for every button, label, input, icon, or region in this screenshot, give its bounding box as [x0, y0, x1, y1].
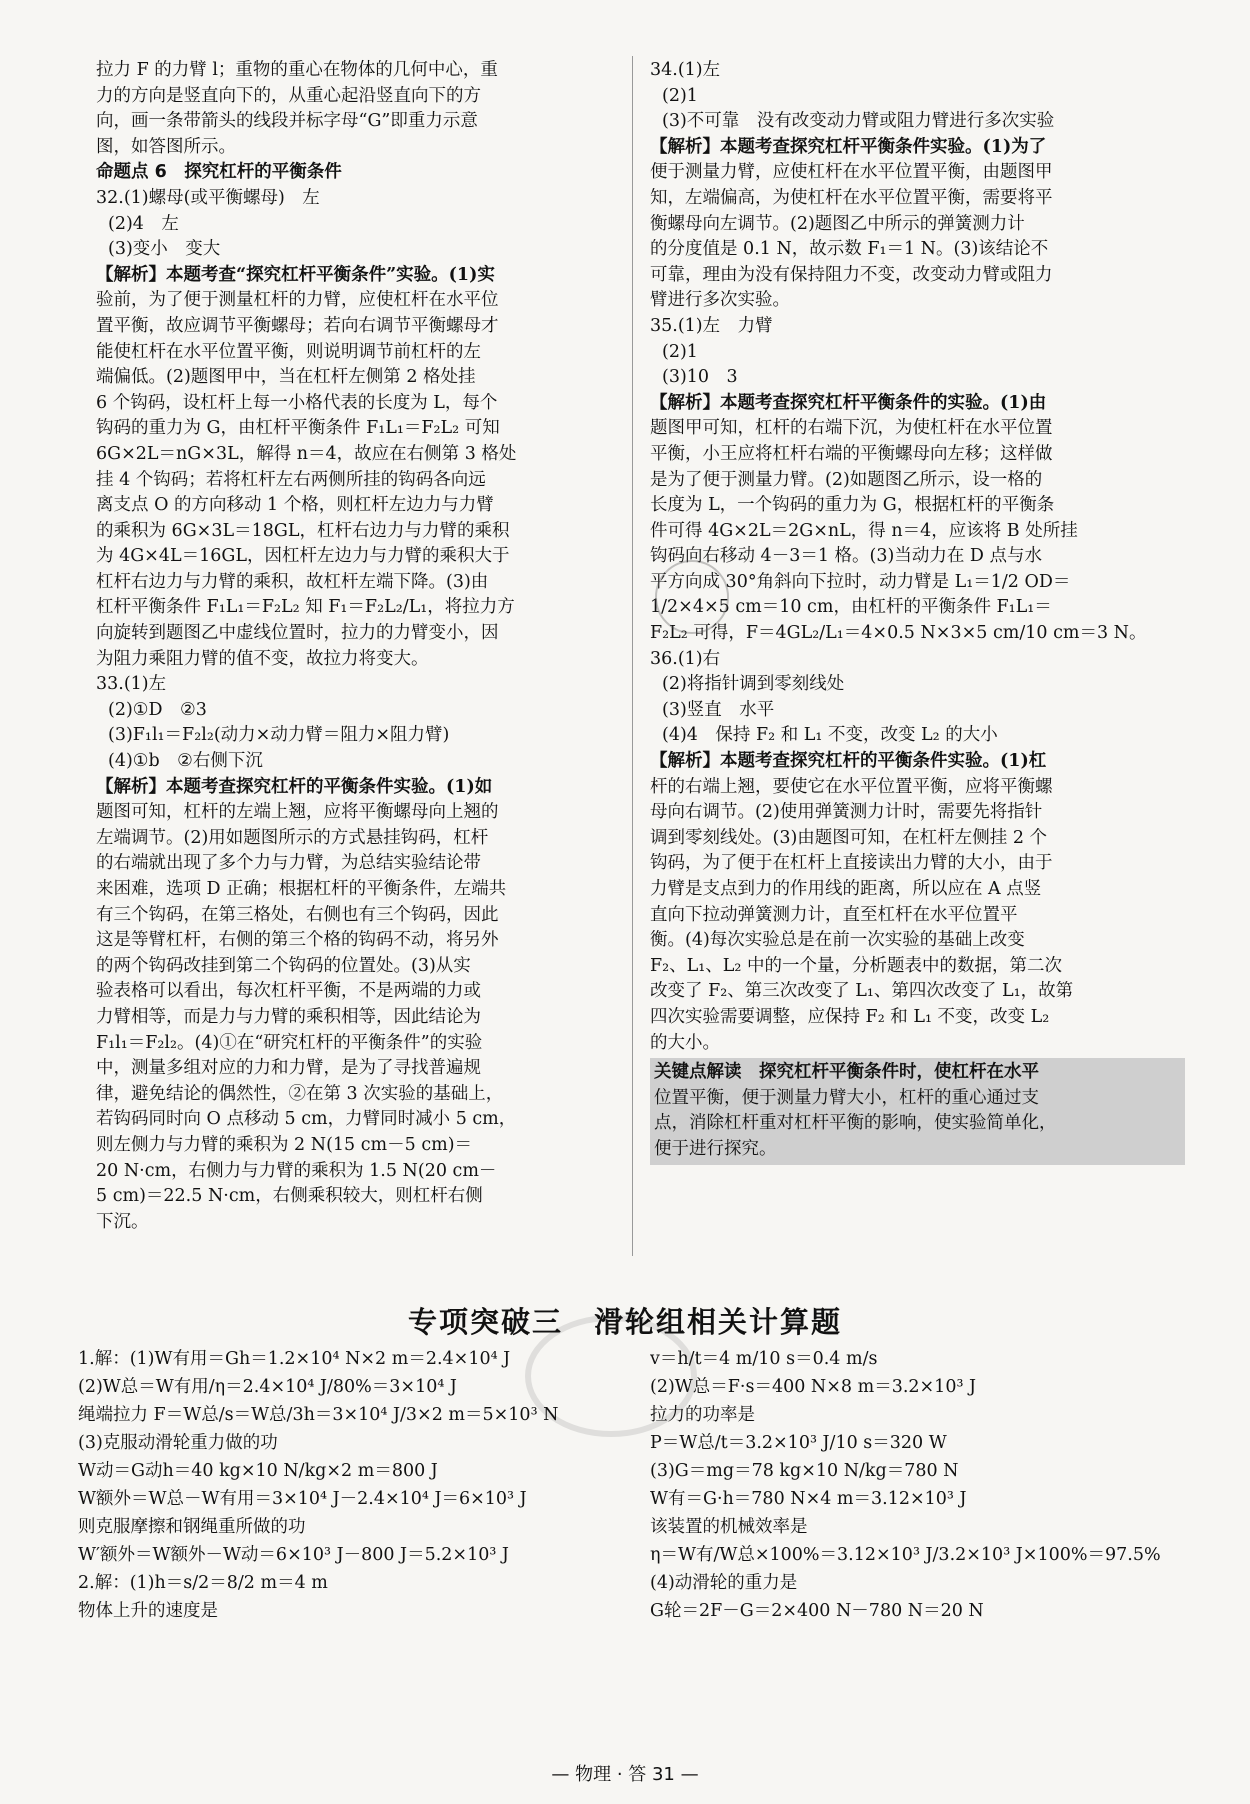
- right-column-line: F₂L₂ 可得，F＝4GL₂/L₁＝4×0.5 N×3×5 cm/10 cm＝3 N。: [650, 623, 1147, 644]
- left-column-line: (3)变小 变大: [108, 239, 221, 260]
- right-column-line: 34.(1)左: [650, 60, 721, 80]
- calc-left-line: W动＝G动h＝40 kg×10 N/kg×2 m＝800 J: [78, 1461, 438, 1481]
- right-column: [650, 58, 1185, 1165]
- right-column-line: (3)竖直 水平: [662, 699, 775, 720]
- left-column-line: (2)4 左: [108, 213, 179, 234]
- calc-right-line: (3)G＝mg＝78 kg×10 N/kg＝780 N: [650, 1461, 959, 1481]
- calc-right-line: 拉力的功率是: [650, 1405, 755, 1425]
- right-column-line: 杆的右端上翘，要使它在水平位置平衡，应将平衡螺: [650, 776, 1053, 797]
- left-column-line: 这是等臂杠杆，右侧的第三个格的钩码不动，将另外: [96, 930, 499, 951]
- left-column-line: 能使杠杆在水平位置平衡，则说明调节前杠杆的左: [96, 341, 481, 362]
- left-column-line: 拉力 F 的力臂 l；重物的重心在物体的几何中心，重: [96, 60, 498, 80]
- left-column-line: 左端调节。(2)用如题图所示的方式悬挂钩码，杠杆: [96, 827, 489, 848]
- left-column-line: 挂 4 个钩码；若将杠杆左右两侧所挂的钩码各向远: [96, 469, 486, 490]
- right-column-line: (2)1: [662, 85, 698, 106]
- left-column-line: 的两个钩码改挂到第二个钩码的位置处。(3)从实: [96, 955, 471, 976]
- calc-right-line: v＝h/t＝4 m/10 s＝0.4 m/s: [650, 1349, 878, 1369]
- right-column-line: 衡螺母向左调节。(2)题图乙中所示的弹簧测力计: [650, 213, 1025, 234]
- calc-left-line: 则克服摩擦和钢绳重所做的功: [78, 1517, 306, 1537]
- left-column-line: 33.(1)左: [96, 674, 167, 695]
- calc-left-line: (2)W总＝W有用/η＝2.4×10⁴ J/80%＝3×10⁴ J: [78, 1377, 457, 1397]
- left-column-line: 端偏低。(2)题图甲中，当在杠杆左侧第 2 格处挂: [96, 367, 476, 388]
- left-column-line: (2)①D ②3: [108, 699, 207, 720]
- right-column-line: 件可得 4G×2L＝2G×nL，得 n＝4，应该将 B 处所挂: [650, 520, 1078, 541]
- left-column-line: 验前，为了便于测量杠杆的力臂，应使杠杆在水平位: [96, 290, 499, 311]
- key-point-line: 位置平衡，便于测量力臂大小，杠杆的重心通过支: [654, 1087, 1039, 1108]
- left-column-line: 则左侧力与力臂的乘积为 2 N(15 cm－5 cm)＝: [96, 1134, 473, 1155]
- right-column-line: (3)10 3: [662, 367, 738, 388]
- right-column-line: 题图甲可知，杠杆的右端下沉，为使杠杆在水平位置: [650, 418, 1053, 439]
- left-column-line: 6 个钩码，设杠杆上每一小格代表的长度为 L，每个: [96, 392, 498, 413]
- stamp-seal: [655, 560, 729, 634]
- right-column-line: 1/2×4×5 cm＝10 cm，由杠杆的平衡条件 F₁L₁＝: [650, 597, 1052, 618]
- calc-left-line: 1.解：(1)W有用＝Gh＝1.2×10⁴ N×2 m＝2.4×10⁴ J: [78, 1349, 511, 1369]
- calc-right-column: [650, 1345, 1210, 1625]
- calc-left-line: (3)克服动滑轮重力做的功: [78, 1433, 278, 1453]
- calc-left-column: [78, 1345, 638, 1625]
- right-column-line: 长度为 L，一个钩码的重力为 G，根据杠杆的平衡条: [650, 495, 1055, 516]
- left-column-line: 置平衡，故应调节平衡螺母；若向右调节平衡螺母才: [96, 315, 499, 336]
- right-column-line: 知，左端偏高，为使杠杆在水平位置平衡，需要将平: [650, 187, 1053, 208]
- left-column-line: 离支点 O 的方向移动 1 个格，则杠杆左边力与力臂: [96, 495, 494, 516]
- right-column-line: 平衡，小王应将杠杆右端的平衡螺母向左移；这样做: [650, 443, 1053, 464]
- left-column-line: 图，如答图所示。: [96, 136, 236, 157]
- left-column-line: 若钩码同时向 O 点移动 5 cm，力臂同时减小 5 cm，: [96, 1109, 517, 1130]
- left-column-line: 20 N·cm，右侧力与力臂的乘积为 1.5 N(20 cm－: [96, 1160, 497, 1181]
- right-column-line: (2)1: [662, 341, 698, 362]
- calc-left-line: 物体上升的速度是: [78, 1601, 218, 1621]
- column-divider: [632, 56, 633, 1256]
- left-column-line: 杠杆平衡条件 F₁L₁＝F₂L₂ 知 F₁＝F₂L₂/L₁，将拉力方: [96, 597, 515, 618]
- calc-left-line: 2.解：(1)h＝s/2＝8/2 m＝4 m: [78, 1573, 328, 1593]
- left-column-line: 向旋转到题图乙中虚线位置时，拉力的力臂变小，因: [96, 623, 499, 644]
- right-column-line: F₂、L₁、L₂ 中的一个量，分析题表中的数据，第二次: [650, 955, 1062, 976]
- left-column-line: 验表格可以看出，每次杠杆平衡，不是两端的力或: [96, 981, 481, 1002]
- right-column-line: 35.(1)左 力臂: [650, 315, 773, 336]
- calc-left-line: 绳端拉力 F＝W总/s＝W总/3h＝3×10⁴ J/3×2 m＝5×10³ N: [78, 1405, 559, 1425]
- right-column-line: 钩码向右移动 4－3＝1 格。(3)当动力在 D 点与水: [650, 546, 1042, 567]
- calc-left-line: W′额外＝W额外－W动＝6×10³ J－800 J＝5.2×10³ J: [78, 1545, 509, 1565]
- left-column-line: 律，避免结论的偶然性，②在第 3 次实验的基础上，: [96, 1083, 504, 1104]
- key-point-line: 点，消除杠杆重对杠杆平衡的影响，使实验简单化，: [654, 1113, 1057, 1134]
- page-footer: — 物理 · 答 31 —: [551, 1764, 699, 1785]
- right-column-line: 【解析】本题考查探究杠杆平衡条件的实验。(1)由: [650, 392, 1047, 413]
- section-title: 专项突破三 滑轮组相关计算题: [407, 1305, 842, 1339]
- right-column-line: 是为了便于测量力臂。(2)如题图乙所示，设一格的: [650, 469, 1043, 490]
- left-column-line: 向，画一条带箭头的线段并标字母“G”即重力示意: [96, 111, 478, 132]
- calc-right-line: (4)动滑轮的重力是: [650, 1573, 798, 1593]
- key-point-box: [650, 1058, 1185, 1164]
- left-column-line: 的右端就出现了多个力与力臂，为总结实验结论带: [96, 853, 481, 874]
- left-column-line: 下沉。: [96, 1211, 149, 1232]
- right-column-line: 钩码，为了便于在杠杆上直接读出力臂的大小，由于: [650, 853, 1053, 874]
- left-column-line: 的乘积为 6G×3L＝18GL，杠杆右边力与力臂的乘积: [96, 520, 510, 541]
- calc-right-line: (2)W总＝F·s＝400 N×8 m＝3.2×10³ J: [650, 1377, 977, 1397]
- left-column-line: 为阻力乘阻力臂的值不变，故拉力将变大。: [96, 648, 429, 669]
- right-column-line: 【解析】本题考查探究杠杆的平衡条件实验。(1)杠: [650, 751, 1047, 772]
- right-column-line: (4)4 保持 F₂ 和 L₁ 不变，改变 L₂ 的大小: [662, 725, 998, 746]
- left-column-line: (4)①b ②右侧下沉: [108, 751, 263, 772]
- left-column-line: 命题点 6 探究杠杆的平衡条件: [96, 162, 342, 183]
- right-column-line: 平方向成 30°角斜向下拉时，动力臂是 L₁＝1/2 OD＝: [650, 571, 1071, 592]
- calc-right-line: 该装置的机械效率是: [650, 1517, 808, 1537]
- right-column-line: 【解析】本题考查探究杠杆平衡条件实验。(1)为了: [650, 136, 1047, 157]
- left-column-line: 32.(1)螺母(或平衡螺母) 左: [96, 187, 320, 208]
- right-column-line: 调到零刻线处。(3)由题图可知，在杠杆左侧挂 2 个: [650, 827, 1048, 848]
- calc-right-line: G轮＝2F－G＝2×400 N－780 N＝20 N: [650, 1601, 984, 1621]
- left-column-line: (3)F₁l₁＝F₂l₂(动力×动力臂＝阻力×阻力臂): [108, 725, 450, 746]
- key-point-line: 关键点解读 探究杠杆平衡条件时，使杠杆在水平: [654, 1062, 1039, 1083]
- key-point-line: 便于进行探究。: [654, 1138, 777, 1159]
- calc-right-line: P＝W总/t＝3.2×10³ J/10 s＝320 W: [650, 1433, 947, 1453]
- left-column-line: 为 4G×4L＝16GL，因杠杆左边力与力臂的乘积大于: [96, 546, 510, 567]
- calc-right-line: η＝W有/W总×100%＝3.12×10³ J/3.2×10³ J×100%＝97.5%: [650, 1545, 1161, 1565]
- left-column-line: 【解析】本题考查探究杠杆的平衡条件实验。(1)如: [96, 776, 493, 797]
- left-column-line: 钩码的重力为 G，由杠杆平衡条件 F₁L₁＝F₂L₂ 可知: [96, 418, 500, 439]
- right-column-line: 臂进行多次实验。: [650, 290, 790, 311]
- right-column-line: 36.(1)右: [650, 648, 721, 669]
- right-column-line: 可靠，理由为没有保持阻力不变，改变动力臂或阻力: [650, 264, 1053, 285]
- left-column: [96, 58, 616, 1235]
- right-column-line: (2)将指针调到零刻线处: [662, 674, 845, 695]
- right-column-line: 四次实验需要调整，应保持 F₂ 和 L₁ 不变，改变 L₂: [650, 1006, 1050, 1027]
- right-column-line: 的大小。: [650, 1032, 720, 1053]
- right-column-line: 的分度值是 0.1 N，故示数 F₁＝1 N。(3)该结论不: [650, 239, 1049, 260]
- calc-right-line: W有＝G·h＝780 N×4 m＝3.12×10³ J: [650, 1489, 967, 1509]
- right-column-line: 便于测量力臂，应使杠杆在水平位置平衡，由题图甲: [650, 162, 1053, 183]
- left-column-line: 杠杆右边力与力臂的乘积，故杠杆左端下降。(3)由: [96, 571, 489, 592]
- right-column-line: 改变了 F₂、第三次改变了 L₁、第四次改变了 L₁，故第: [650, 981, 1074, 1002]
- left-column-line: 中，测量多组对应的力和力臂，是为了寻找普遍规: [96, 1058, 481, 1079]
- right-column-line: 母向右调节。(2)使用弹簧测力计时，需要先将指针: [650, 802, 1043, 823]
- left-column-line: 来困难，选项 D 正确；根据杠杆的平衡条件，左端共: [96, 879, 507, 899]
- right-column-line: 力臂是支点到力的作用线的距离，所以应在 A 点竖: [650, 879, 1042, 899]
- right-column-line: (3)不可靠 没有改变动力臂或阻力臂进行多次实验: [662, 111, 1055, 132]
- left-column-line: 力的方向是竖直向下的，从重心起沿竖直向下的方: [96, 85, 481, 106]
- left-column-line: 力臂相等，而是力与力臂的乘积相等，因此结论为: [96, 1006, 481, 1027]
- left-column-line: 题图可知，杠杆的左端上翘，应将平衡螺母向上翘的: [96, 802, 499, 823]
- right-column-line: 直向下拉动弹簧测力计，直至杠杆在水平位置平: [650, 904, 1018, 925]
- left-column-line: 5 cm)＝22.5 N·cm，右侧乘积较大，则杠杆右侧: [96, 1186, 483, 1207]
- right-column-line: 衡。(4)每次实验总是在前一次实验的基础上改变: [650, 930, 1025, 951]
- left-column-line: 有三个钩码，在第三格处，右侧也有三个钩码，因此: [96, 904, 499, 925]
- left-column-line: F₁l₁＝F₂l₂。(4)①在“研究杠杆的平衡条件”的实验: [96, 1032, 483, 1053]
- left-column-line: 6G×2L＝nG×3L，解得 n＝4，故应在右侧第 3 格处: [96, 443, 517, 464]
- calc-left-line: W额外＝W总－W有用＝3×10⁴ J－2.4×10⁴ J＝6×10³ J: [78, 1489, 527, 1509]
- left-column-line: 【解析】本题考查“探究杠杆平衡条件”实验。(1)实: [96, 264, 495, 285]
